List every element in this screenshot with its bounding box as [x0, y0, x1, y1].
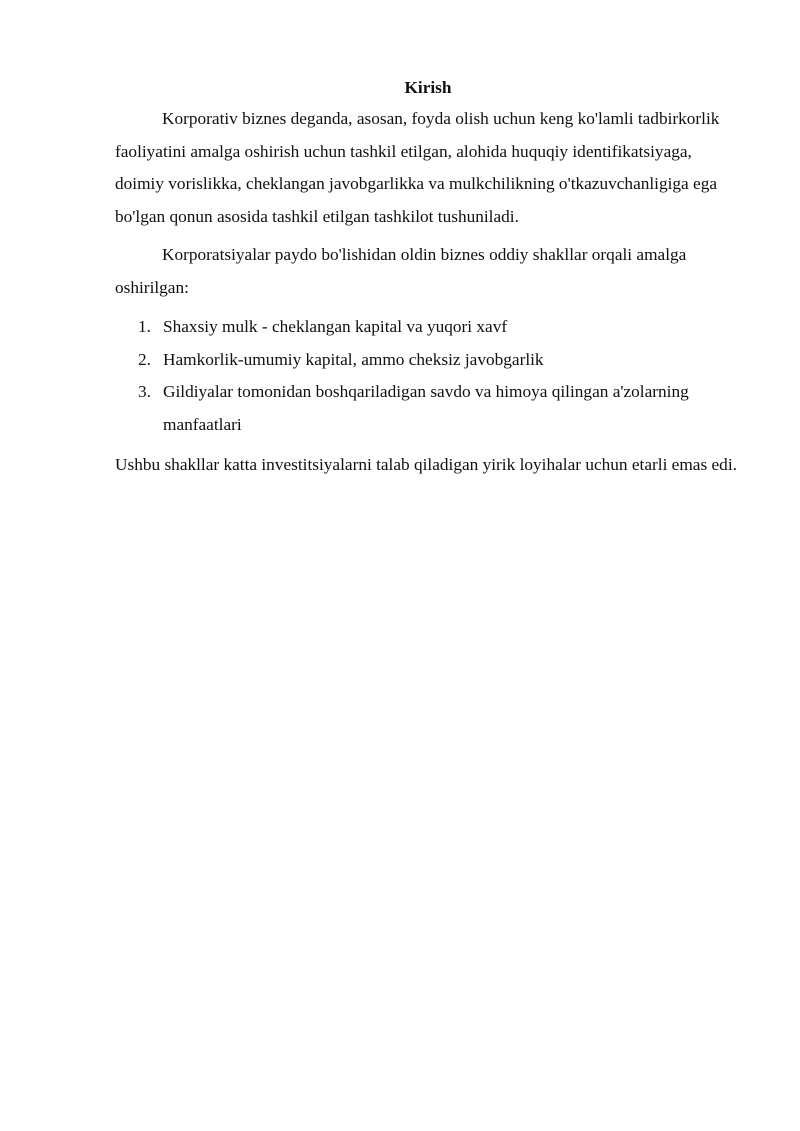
list-item-text: Hamkorlik-umumiy kapital, ammo cheksiz javobgarlik	[163, 349, 544, 369]
list-item	[115, 311, 741, 344]
list-item	[115, 344, 741, 377]
list-item-number: 1.	[138, 317, 151, 336]
list-item-text: Gildiyalar tomonidan boshqariladigan savdo va himoya qilingan a'zolarning manfaatlari	[163, 382, 689, 434]
document-body	[115, 73, 741, 482]
paragraph-conclusion: Ushbu shakllar katta investitsiyalarni talab qiladigan yirik loyihalar uchun etarli emas edi.	[115, 455, 737, 474]
list-item	[115, 376, 741, 441]
list-item-text: Shaxsiy mulk - cheklangan kapital va yuqori xavf	[163, 317, 508, 336]
list-item-number: 2.	[138, 349, 151, 369]
paragraph-definition: Korporativ biznes deganda, asosan, foyda olish uchun keng ko'lamli tadbirkorlik faoliyatini amalga oshirish uchun tashkil etilgan, alohida huquqiy identifikatsiyaga, doimiy vorislikka, cheklangan javobgarlikka va mulkchilikning o'tkazuvchanligiga ega bo'lgan qonun asosida tashkil etilgan tashkilot tushuniladi.	[115, 109, 720, 226]
section-title: Kirish	[404, 78, 452, 97]
business-forms-list	[115, 311, 741, 441]
list-item-number: 3.	[138, 382, 151, 401]
paragraph-history: Korporatsiyalar paydo bo'lishidan oldin biznes oddiy shakllar orqali amalga oshirilgan:	[115, 245, 687, 297]
